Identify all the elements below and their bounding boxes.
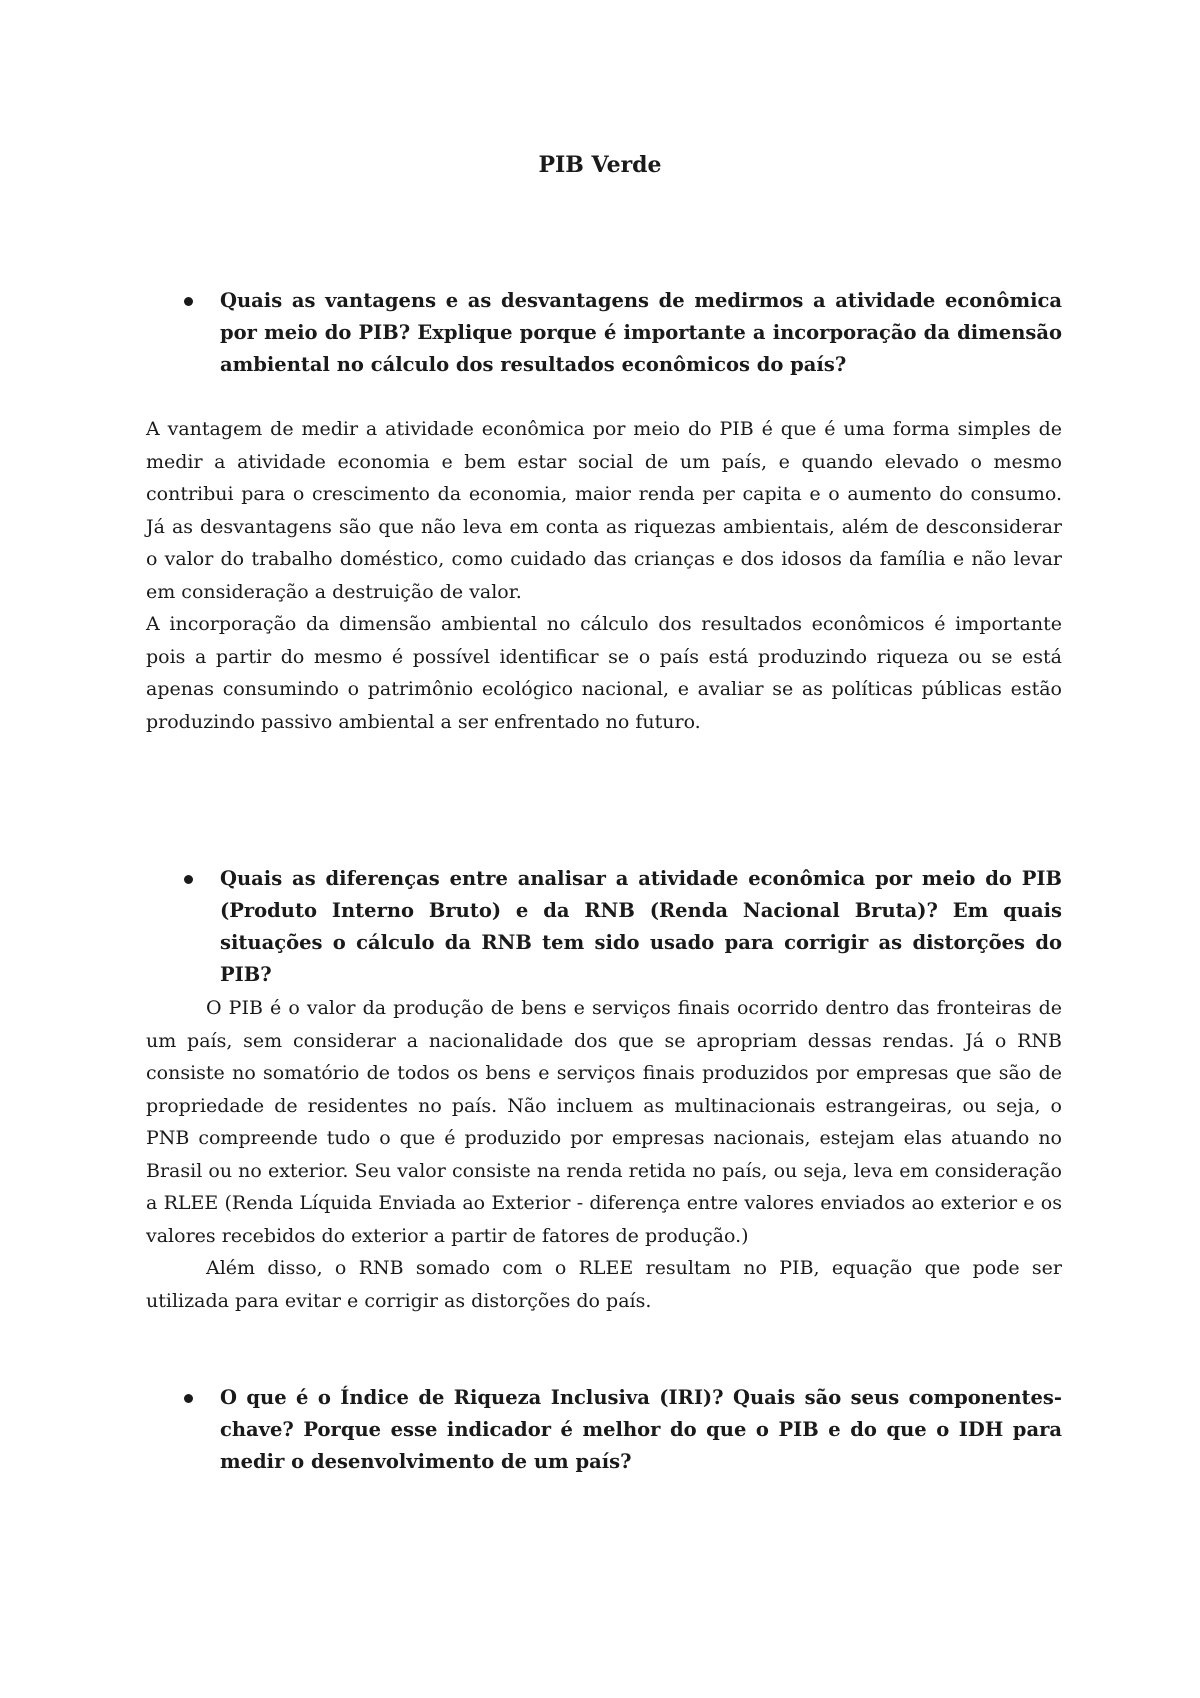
answer-1 xyxy=(146,413,1062,738)
question-2-text: Quais as diferenças entre analisar a atividade econômica por meio do PIB (Produto Interno Bruto) e da RNB (Renda Nacional Bruta)? Em quais situações o cálculo da RNB tem sido usado para corrigir as distorções do PIB? xyxy=(220,867,1062,986)
question-1-text: Quais as vantagens e as desvantagens de medirmos a atividade econômica por meio do PIB? Explique porque é importante a incorporação da dimensão ambiental no cálculo dos resultados econômicos do país? xyxy=(220,289,1062,376)
answer-1-paragraph-1: A vantagem de medir a atividade econômica por meio do PIB é que é uma forma simples de medir a atividade economia e bem estar social de um país, e quando elevado o mesmo contribui para o crescimento da economia, maior renda per capita e o aumento do consumo. Já as desvantagens são que não leva em conta as riquezas ambientais, além de desconsiderar o valor do trabalho doméstico, como cuidado das crianças e dos idosos da família e não levar em consideração a destruição de valor. xyxy=(146,418,1062,603)
bullet-icon xyxy=(184,875,193,884)
answer-2-paragraph-1: O PIB é o valor da produção de bens e serviços finais ocorrido dentro das fronteiras de um país, sem considerar a nacionalidade dos que se apropriam dessas rendas. Já o RNB consiste no somatório de todos os bens e serviços finais produzidos por empresas que são de propriedade de residentes no país. Não incluem as multinacionais estrangeiras, ou seja, o PNB compreende tudo o que é produzido por empresas nacionais, estejam elas atuando no Brasil ou no exterior. Seu valor consiste na renda retida no país, ou seja, leva em consideração a RLEE (Renda Líquida Enviada ao Exterior - diferença entre valores enviados ao exterior e os valores recebidos do exterior a partir de fatores de produção.) xyxy=(146,997,1062,1247)
question-3 xyxy=(220,1382,1062,1478)
answer-1-paragraph-2: A incorporação da dimensão ambiental no cálculo dos resultados econômicos é importante pois a partir do mesmo é possível identificar se o país está produzindo riqueza ou se está apenas consumindo o patrimônio ecológico nacional, e avaliar se as políticas públicas estão produzindo passivo ambiental a ser enfrentado no futuro. xyxy=(146,613,1062,733)
document-title: PIB Verde xyxy=(538,152,662,178)
question-1 xyxy=(220,285,1062,381)
answer-2-paragraph-2: Além disso, o RNB somado com o RLEE resultam no PIB, equação que pode ser utilizada para evitar e corrigir as distorções do país. xyxy=(146,1257,1062,1312)
question-3-text: O que é o Índice de Riqueza Inclusiva (IRI)? Quais são seus componentes-chave? Porque esse indicador é melhor do que o PIB e do que o IDH para medir o desenvolvimento de um país? xyxy=(220,1386,1062,1473)
answer-2 xyxy=(146,992,1062,1317)
bullet-icon xyxy=(184,1394,193,1403)
question-2 xyxy=(220,863,1062,991)
bullet-icon xyxy=(184,297,193,306)
